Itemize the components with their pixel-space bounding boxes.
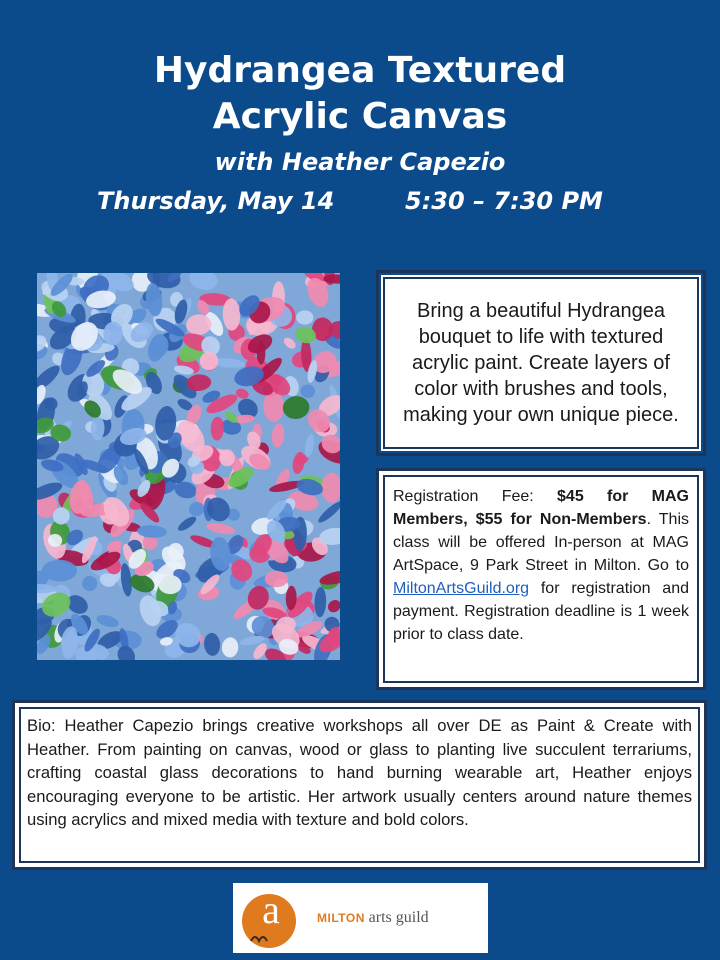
bio-text: Bio: Heather Capezio brings creative workshops all over DE as Paint & Create with Heather. From painting on canvas, wood or glass to planting live succulent terrariums, crafting coastal glass decorations to hand burning wearable art, Heather enjoys encouraging everyone to be artistic. Her artwork usually centers around nature themes using acrylics and mixed media with texture and bold colors. — [19, 707, 700, 863]
title-line-2: Acrylic Canvas — [212, 96, 508, 137]
event-title — [0, 48, 720, 140]
logo-word-arts-guild: arts guild — [368, 909, 429, 926]
registration-text — [383, 475, 699, 683]
registration-link[interactable]: MiltonArtsGuild.org — [393, 580, 530, 597]
description-box — [376, 270, 706, 456]
bio-box — [12, 700, 707, 870]
fee-label: Registration Fee: — [393, 488, 558, 505]
registration-deadline: for registration and payment. Registration deadline is 1 week prior to class date. — [393, 580, 689, 643]
description-text: Bring a beautiful Hydrangea bouquet to life with textured acrylic paint. Create layers of color with brushes and tools, making your own unique piece. — [383, 277, 699, 449]
hydrangea-painting-image — [37, 273, 340, 660]
instructor-subtitle: with Heather Capezio — [214, 148, 506, 176]
event-date: Thursday, May 14 — [97, 187, 335, 215]
title-line-1: Hydrangea Textured — [153, 50, 567, 91]
registration-box — [376, 468, 706, 690]
paint-stroke — [296, 310, 313, 324]
logo-word-milton: MILTON — [317, 911, 365, 925]
event-time: 5:30 – 7:30 PM — [405, 187, 603, 215]
logo-wordmark — [317, 909, 429, 927]
fee-amount: $45 for MAG Members, $55 for Non-Members — [393, 488, 689, 528]
painting-artwork — [37, 273, 340, 660]
milton-arts-guild-logo — [233, 883, 488, 953]
logo-mark-icon — [233, 883, 313, 953]
registration-details: . This class will be offered In-person at MAG ArtSpace, 9 Park Street in Milton. Go to — [393, 511, 689, 574]
svg-text:a: a — [262, 887, 280, 932]
